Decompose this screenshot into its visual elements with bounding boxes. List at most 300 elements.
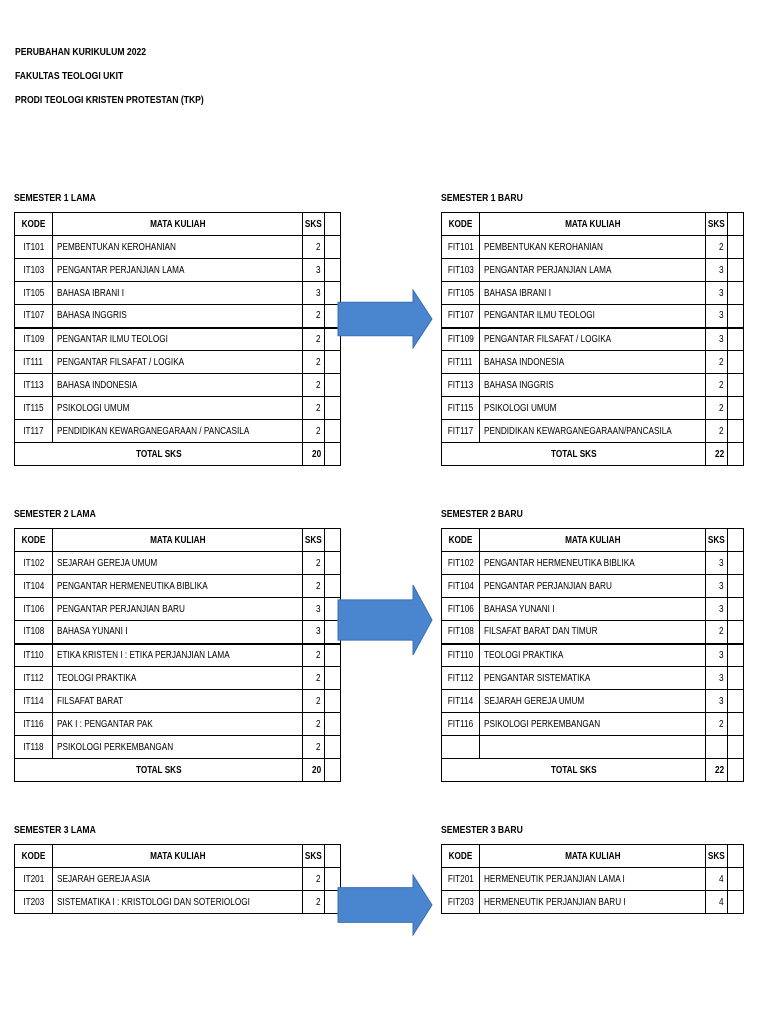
col-header-kode-text: KODE <box>448 534 473 546</box>
total-sks-value-text: 20 <box>311 764 321 776</box>
course-name-text: SEJARAH GEREJA UMUM <box>57 557 158 569</box>
row-extra <box>728 667 744 690</box>
course-sks <box>706 552 728 575</box>
table-row <box>15 891 341 914</box>
course-code-text: IT117 <box>23 425 44 437</box>
semester-3-right-arrow-icon <box>337 874 433 936</box>
col-header-kode <box>15 529 53 552</box>
course-sks <box>706 644 728 667</box>
course-sks-text: 2 <box>316 695 321 707</box>
course-name <box>480 644 706 667</box>
course-code-text: FIT113 <box>447 379 474 391</box>
course-code <box>15 420 53 443</box>
col-header-kode <box>15 213 53 236</box>
course-code <box>442 598 480 621</box>
course-code-text: IT101 <box>23 241 44 253</box>
course-sks <box>706 259 728 282</box>
semester-1-old-title: SEMESTER 1 LAMA <box>14 192 96 204</box>
col-header-extra <box>325 529 341 552</box>
course-name-text: PAK I : PENGANTAR PAK <box>57 718 153 730</box>
course-code <box>15 351 53 374</box>
course-name <box>480 552 706 575</box>
course-code-text: IT105 <box>23 287 44 299</box>
course-name <box>53 236 303 259</box>
course-code <box>442 374 480 397</box>
row-extra <box>325 690 341 713</box>
course-code-text: IT104 <box>23 580 44 592</box>
course-sks <box>706 736 728 759</box>
course-sks <box>303 690 325 713</box>
course-name <box>480 328 706 351</box>
course-code <box>442 575 480 598</box>
course-code-text: FIT105 <box>447 287 474 299</box>
course-sks <box>303 397 325 420</box>
semester-2-old-table <box>14 528 341 782</box>
col-header-sks <box>303 213 325 236</box>
table-row <box>442 397 744 420</box>
course-name-text: BAHASA YUNANI I <box>484 603 555 615</box>
course-name <box>480 667 706 690</box>
row-extra <box>325 713 341 736</box>
table-row <box>15 305 341 328</box>
total-extra <box>325 443 341 466</box>
col-header-extra <box>325 845 341 868</box>
total-extra <box>325 759 341 782</box>
course-name-text: SEJARAH GEREJA ASIA <box>57 873 150 885</box>
course-sks <box>303 868 325 891</box>
course-sks-text: 3 <box>719 603 724 615</box>
semester-2-right-arrow-icon <box>337 584 433 656</box>
course-sks <box>303 644 325 667</box>
course-code <box>442 420 480 443</box>
col-header-sks <box>706 845 728 868</box>
course-code <box>442 667 480 690</box>
table-row <box>15 351 341 374</box>
course-name <box>53 420 303 443</box>
total-label-text: TOTAL SKS <box>550 764 597 776</box>
course-name-text: PENGANTAR HERMENEUTIKA BIBLIKA <box>57 580 208 592</box>
total-row <box>15 443 341 466</box>
table-header-row <box>442 529 744 552</box>
course-code <box>15 397 53 420</box>
course-sks <box>706 891 728 914</box>
col-header-sks-text: SKS <box>708 218 725 230</box>
course-name <box>53 736 303 759</box>
total-label <box>15 443 303 466</box>
doc-title-line-1: PERUBAHAN KURIKULUM 2022 <box>15 46 147 58</box>
course-sks-text: 2 <box>316 873 321 885</box>
course-sks-text: 2 <box>316 718 321 730</box>
course-code-text: FIT112 <box>447 672 474 684</box>
course-sks-text: 3 <box>719 333 724 345</box>
total-sks-value <box>303 759 325 782</box>
course-name <box>480 575 706 598</box>
total-label-text: TOTAL SKS <box>550 448 597 460</box>
course-sks <box>303 374 325 397</box>
row-extra <box>728 644 744 667</box>
col-header-sks-text: SKS <box>305 534 322 546</box>
course-sks-text: 2 <box>719 626 724 638</box>
course-code-text: FIT101 <box>447 241 474 253</box>
course-code-text: FIT103 <box>447 264 474 276</box>
row-extra <box>325 667 341 690</box>
course-code-text: FIT106 <box>447 603 474 615</box>
course-name-text: HERMENEUTIK PERJANJIAN LAMA I <box>484 873 625 885</box>
course-code-text: FIT116 <box>447 718 474 730</box>
table-row <box>442 282 744 305</box>
course-sks-text: 2 <box>719 425 724 437</box>
row-extra <box>728 420 744 443</box>
table-row <box>442 598 744 621</box>
table-row <box>15 667 341 690</box>
total-sks-value-text: 22 <box>714 448 724 460</box>
row-extra <box>325 259 341 282</box>
course-name <box>480 351 706 374</box>
col-header-mata-kuliah-text: MATA KULIAH <box>149 850 206 862</box>
total-label <box>442 443 706 466</box>
course-name <box>480 621 706 644</box>
course-name <box>480 868 706 891</box>
row-extra <box>325 351 341 374</box>
course-name-text: PENGANTAR PERJANJIAN BARU <box>484 580 612 592</box>
course-sks-text: 2 <box>719 402 724 414</box>
course-code-text: IT203 <box>23 896 44 908</box>
course-name <box>53 891 303 914</box>
course-sks <box>706 351 728 374</box>
course-code-text: FIT117 <box>447 425 474 437</box>
course-code-text: FIT110 <box>447 649 474 661</box>
course-name <box>480 282 706 305</box>
course-sks <box>303 736 325 759</box>
table-row <box>15 736 341 759</box>
course-name-text: PENDIDIKAN KEWARGANEGARAAN / PANCASILA <box>57 425 250 437</box>
table-row <box>442 690 744 713</box>
table-header-row <box>15 845 341 868</box>
course-name-text: SISTEMATIKA I : KRISTOLOGI DAN SOTERIOLOGI <box>57 896 250 908</box>
semester-3-new-title: SEMESTER 3 BARU <box>441 824 523 836</box>
course-sks-text: 2 <box>316 896 321 908</box>
total-sks-value <box>706 759 728 782</box>
course-sks-text: 3 <box>316 264 321 276</box>
course-code <box>442 305 480 328</box>
course-name-text: PENGANTAR ILMU TEOLOGI <box>484 310 595 322</box>
col-header-extra <box>728 529 744 552</box>
course-name <box>480 598 706 621</box>
course-name <box>53 621 303 644</box>
course-name-text: PENGANTAR FILSAFAT / LOGIKA <box>484 333 612 345</box>
course-name <box>53 305 303 328</box>
course-name <box>53 328 303 351</box>
course-code <box>442 868 480 891</box>
course-sks <box>303 328 325 351</box>
course-name <box>480 236 706 259</box>
row-extra <box>728 621 744 644</box>
course-code <box>442 552 480 575</box>
table-row <box>15 575 341 598</box>
table-row <box>442 259 744 282</box>
semester-1-new-table <box>441 212 744 466</box>
course-code <box>15 891 53 914</box>
course-sks <box>706 328 728 351</box>
course-sks <box>706 621 728 644</box>
course-name <box>53 397 303 420</box>
course-sks-text: 2 <box>719 379 724 391</box>
course-code-text: IT111 <box>23 356 44 368</box>
course-name <box>53 259 303 282</box>
course-code <box>15 598 53 621</box>
semester-3-new-table <box>441 844 744 914</box>
total-label-text: TOTAL SKS <box>135 448 182 460</box>
course-sks <box>706 868 728 891</box>
course-sks <box>706 420 728 443</box>
course-sks <box>706 575 728 598</box>
row-extra <box>728 736 744 759</box>
row-extra <box>728 328 744 351</box>
course-sks <box>706 305 728 328</box>
course-name <box>53 598 303 621</box>
table-row <box>442 575 744 598</box>
course-sks-text: 2 <box>316 402 321 414</box>
course-name-text: PENGANTAR PERJANJIAN BARU <box>57 603 185 615</box>
course-name-text: BAHASA IBRANI I <box>57 287 124 299</box>
course-sks <box>303 552 325 575</box>
course-code <box>442 891 480 914</box>
table-header-row <box>15 529 341 552</box>
course-code <box>442 351 480 374</box>
course-name <box>480 374 706 397</box>
course-sks <box>303 713 325 736</box>
table-row <box>442 644 744 667</box>
course-sks-text: 3 <box>719 580 724 592</box>
doc-title-line-2: FAKULTAS TEOLOGI UKIT <box>15 70 124 82</box>
col-header-extra <box>728 845 744 868</box>
table-row <box>442 328 744 351</box>
row-extra <box>325 374 341 397</box>
course-name-text: PEMBENTUKAN KEROHANIAN <box>57 241 176 253</box>
course-code-text: IT201 <box>23 873 44 885</box>
course-sks <box>706 690 728 713</box>
course-sks-text: 2 <box>316 741 321 753</box>
course-code <box>15 305 53 328</box>
course-sks <box>706 598 728 621</box>
course-code <box>15 644 53 667</box>
table-row <box>442 667 744 690</box>
course-code <box>15 259 53 282</box>
course-sks <box>303 621 325 644</box>
course-code <box>442 644 480 667</box>
course-sks <box>303 575 325 598</box>
table-row <box>15 868 341 891</box>
row-extra <box>728 236 744 259</box>
row-extra <box>728 259 744 282</box>
table-row <box>15 420 341 443</box>
table-row <box>15 552 341 575</box>
course-code <box>15 690 53 713</box>
col-header-extra <box>728 213 744 236</box>
course-name-text: BAHASA INDONESIA <box>57 379 138 391</box>
course-code <box>15 575 53 598</box>
table-row <box>15 328 341 351</box>
row-extra <box>728 690 744 713</box>
row-extra <box>728 598 744 621</box>
table-header-row <box>442 213 744 236</box>
course-sks-text: 3 <box>719 264 724 276</box>
course-code <box>442 236 480 259</box>
course-sks-text: 2 <box>316 425 321 437</box>
course-name-text: HERMENEUTIK PERJANJIAN BARU I <box>484 896 626 908</box>
course-sks <box>706 713 728 736</box>
course-name <box>480 690 706 713</box>
course-name-text: PSIKOLOGI PERKEMBANGAN <box>57 741 174 753</box>
table-row <box>442 236 744 259</box>
course-sks-text: 2 <box>316 356 321 368</box>
total-extra <box>728 443 744 466</box>
semester-3-old-title: SEMESTER 3 LAMA <box>14 824 96 836</box>
table-header-row <box>442 845 744 868</box>
course-code <box>442 621 480 644</box>
course-code <box>15 667 53 690</box>
course-name <box>480 736 706 759</box>
course-sks-text: 2 <box>316 580 321 592</box>
course-sks <box>706 282 728 305</box>
col-header-kode-text: KODE <box>21 218 46 230</box>
course-name <box>53 644 303 667</box>
row-extra <box>325 236 341 259</box>
row-extra <box>325 552 341 575</box>
total-label-text: TOTAL SKS <box>135 764 182 776</box>
course-sks <box>706 374 728 397</box>
course-code-text: FIT115 <box>447 402 474 414</box>
course-sks-text: 3 <box>719 557 724 569</box>
semester-3-old-table <box>14 844 341 914</box>
course-sks-text: 3 <box>316 287 321 299</box>
course-code-text: IT116 <box>23 718 44 730</box>
course-sks-text: 3 <box>719 695 724 707</box>
col-header-kode <box>15 845 53 868</box>
table-row <box>442 351 744 374</box>
col-header-extra <box>325 213 341 236</box>
course-name-text: PENGANTAR PERJANJIAN LAMA <box>57 264 185 276</box>
course-sks <box>303 891 325 914</box>
doc-title-line-3: PRODI TEOLOGI KRISTEN PROTESTAN (TKP) <box>15 94 204 106</box>
course-name-text: TEOLOGI PRAKTIKA <box>57 672 137 684</box>
course-name <box>480 420 706 443</box>
course-sks-text: 3 <box>316 603 321 615</box>
col-header-mata-kuliah-text: MATA KULIAH <box>149 534 206 546</box>
row-extra <box>325 420 341 443</box>
course-code <box>15 328 53 351</box>
course-code <box>442 259 480 282</box>
course-name <box>480 305 706 328</box>
table-row <box>15 259 341 282</box>
course-sks <box>706 236 728 259</box>
course-sks-text: 3 <box>719 649 724 661</box>
course-code-text: IT108 <box>23 626 44 638</box>
total-sks-value-text: 22 <box>714 764 724 776</box>
course-sks <box>303 351 325 374</box>
course-sks-text: 2 <box>719 718 724 730</box>
course-sks-text: 4 <box>719 896 724 908</box>
course-name-text: PENDIDIKAN KEWARGANEGARAAN/PANCASILA <box>484 425 672 437</box>
table-row <box>442 713 744 736</box>
total-row <box>15 759 341 782</box>
table-row <box>442 868 744 891</box>
course-code <box>15 552 53 575</box>
course-name <box>480 259 706 282</box>
course-code-text: IT118 <box>23 741 44 753</box>
col-header-kode-text: KODE <box>21 850 46 862</box>
course-sks-text: 4 <box>719 873 724 885</box>
course-code-text: FIT203 <box>447 896 474 908</box>
col-header-mata-kuliah <box>480 845 706 868</box>
row-extra <box>728 891 744 914</box>
table-row <box>15 374 341 397</box>
course-name <box>53 351 303 374</box>
course-sks <box>303 598 325 621</box>
col-header-mata-kuliah <box>480 213 706 236</box>
course-code-text: IT114 <box>23 695 44 707</box>
col-header-sks-text: SKS <box>305 850 322 862</box>
course-code-text: FIT107 <box>447 310 474 322</box>
course-name <box>53 282 303 305</box>
course-code <box>442 328 480 351</box>
col-header-sks-text: SKS <box>708 850 725 862</box>
course-code-text: FIT114 <box>447 695 474 707</box>
total-extra <box>728 759 744 782</box>
course-sks <box>706 397 728 420</box>
course-name-text: FILSAFAT BARAT <box>57 695 124 707</box>
course-sks-text: 3 <box>719 672 724 684</box>
course-code-text: IT106 <box>23 603 44 615</box>
course-sks <box>303 236 325 259</box>
course-code-text: IT102 <box>23 557 44 569</box>
course-name-text: BAHASA INDONESIA <box>484 356 565 368</box>
table-row <box>15 621 341 644</box>
course-sks-text: 2 <box>719 356 724 368</box>
course-name-text: PENGANTAR ILMU TEOLOGI <box>57 333 168 345</box>
col-header-kode-text: KODE <box>448 850 473 862</box>
course-code <box>442 736 480 759</box>
course-name-text: PENGANTAR HERMENEUTIKA BIBLIKA <box>484 557 635 569</box>
row-extra <box>728 397 744 420</box>
course-name-text: BAHASA IBRANI I <box>484 287 551 299</box>
total-sks-value-text: 20 <box>311 448 321 460</box>
course-code-text: FIT102 <box>447 557 474 569</box>
course-sks-text: 2 <box>316 557 321 569</box>
course-name <box>53 713 303 736</box>
course-code-text: FIT201 <box>447 873 474 885</box>
total-sks-value <box>303 443 325 466</box>
course-name-text: BAHASA INGGRIS <box>484 379 554 391</box>
course-code <box>15 868 53 891</box>
course-name-text: BAHASA INGGRIS <box>57 310 127 322</box>
col-header-kode-text: KODE <box>448 218 473 230</box>
col-header-mata-kuliah-text: MATA KULIAH <box>564 850 621 862</box>
total-sks-value <box>706 443 728 466</box>
col-header-kode <box>442 213 480 236</box>
course-code-text: IT103 <box>23 264 44 276</box>
course-code <box>15 374 53 397</box>
course-sks-text: 3 <box>316 626 321 638</box>
table-row <box>15 397 341 420</box>
row-extra <box>728 374 744 397</box>
semester-2-old-title: SEMESTER 2 LAMA <box>14 508 96 520</box>
course-code <box>442 690 480 713</box>
course-name-text: ETIKA KRISTEN I : ETIKA PERJANJIAN LAMA <box>57 649 230 661</box>
table-row <box>442 420 744 443</box>
course-sks-text: 2 <box>316 672 321 684</box>
col-header-kode <box>442 529 480 552</box>
